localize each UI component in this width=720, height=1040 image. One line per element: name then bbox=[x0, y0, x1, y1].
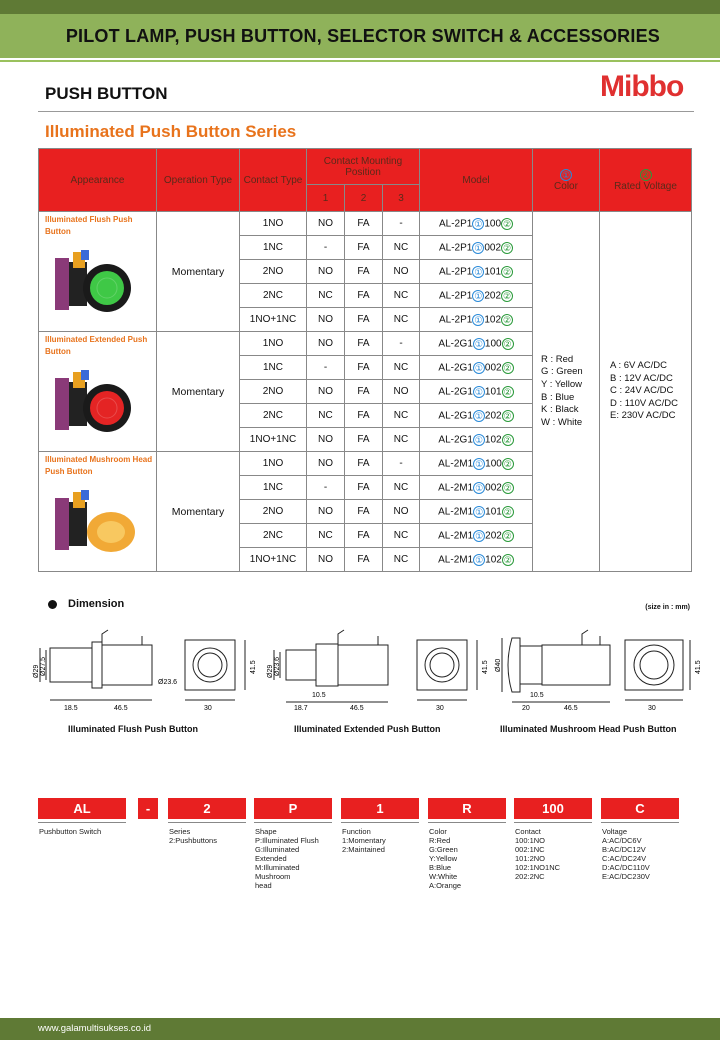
mounting-position-cell: NC bbox=[383, 548, 420, 572]
code-segment-description: Color R:Red G:Green Y:Yellow B:Blue W:White A:Orange bbox=[429, 827, 462, 890]
contact-type-cell: 1NO+1NC bbox=[240, 548, 307, 572]
contact-type-cell: 2NO bbox=[240, 380, 307, 404]
color-placeholder-icon: ① bbox=[475, 458, 484, 469]
voltage-placeholder-icon: ② bbox=[502, 290, 512, 301]
code-segment-description: Pushbutton Switch bbox=[39, 827, 102, 836]
voltage-placeholder-icon: ② bbox=[503, 410, 512, 421]
model-cell bbox=[420, 332, 533, 356]
model-contact-code: 002 bbox=[484, 362, 502, 374]
mounting-position-cell: NC bbox=[383, 476, 420, 500]
mounting-position-cell: NO bbox=[307, 212, 345, 236]
model-prefix: AL-2G1 bbox=[438, 386, 473, 398]
mounting-position-cell: FA bbox=[345, 212, 383, 236]
mounting-position-cell: NO bbox=[307, 452, 345, 476]
code-underline bbox=[38, 822, 126, 823]
color-option: B : Blue bbox=[541, 391, 575, 403]
model-cell bbox=[420, 284, 533, 308]
push-button-image bbox=[53, 368, 135, 440]
voltage-placeholder-icon: ② bbox=[503, 386, 512, 397]
model-prefix: AL-2P1 bbox=[438, 266, 473, 278]
dim-width: 30 bbox=[648, 705, 656, 712]
contact-type-cell: 1NO bbox=[240, 452, 307, 476]
mounting-position-cell: NC bbox=[383, 404, 420, 428]
voltage-option: E: 230V AC/DC bbox=[610, 410, 676, 422]
code-segment-box: P bbox=[254, 798, 332, 819]
code-underline bbox=[168, 822, 246, 823]
series-title: Illuminated Push Button Series bbox=[45, 122, 297, 141]
model-contact-code: 002 bbox=[484, 242, 502, 254]
appearance-cell bbox=[39, 452, 157, 572]
contact-type-cell: 1NO bbox=[240, 212, 307, 236]
dim-height: 41.5 bbox=[250, 660, 257, 674]
model-cell bbox=[420, 380, 533, 404]
mounting-position-cell: FA bbox=[345, 260, 383, 284]
color-placeholder-icon: ① bbox=[474, 314, 483, 325]
dim-len-a: 20 bbox=[522, 705, 530, 712]
mounting-position-cell: NC bbox=[383, 284, 420, 308]
flush-caption: Illuminated Flush Push Button bbox=[68, 724, 198, 734]
spec-table bbox=[38, 148, 692, 572]
model-cell bbox=[420, 236, 533, 260]
appearance-label: Illuminated Mushroom Head Push Button bbox=[45, 455, 153, 476]
model-cell bbox=[420, 308, 533, 332]
footer-url: www.galamultisukses.co.id bbox=[38, 1023, 151, 1034]
page-header-title: PILOT LAMP, PUSH BUTTON, SELECTOR SWITCH & ACCESSORIES bbox=[65, 26, 660, 46]
model-contact-code: 002 bbox=[485, 482, 502, 494]
header-operation-type: Operation Type bbox=[157, 149, 240, 212]
color-option: R : Red bbox=[541, 353, 574, 365]
contact-type-cell: 1NO+1NC bbox=[240, 428, 307, 452]
model-cell bbox=[420, 356, 533, 380]
mounting-position-cell: FA bbox=[345, 308, 383, 332]
model-cell bbox=[420, 500, 533, 524]
model-contact-code: 202 bbox=[484, 410, 502, 422]
model-cell bbox=[420, 404, 533, 428]
model-contact-code: 102 bbox=[484, 434, 502, 446]
voltage-option: A : 6V AC/DC bbox=[610, 360, 668, 372]
size-unit: (size in : mm) bbox=[645, 604, 690, 611]
code-segment-box: 100 bbox=[514, 798, 592, 819]
header-model: Model bbox=[420, 149, 533, 212]
model-contact-code: 101 bbox=[485, 506, 502, 518]
voltage-placeholder-icon: ② bbox=[503, 434, 512, 445]
mounting-position-cell: NC bbox=[383, 236, 420, 260]
model-prefix: AL-2M1 bbox=[438, 530, 474, 542]
voltage-placeholder-icon: ② bbox=[503, 530, 512, 541]
header-appearance: Appearance bbox=[39, 149, 157, 212]
extended-dimension-drawing bbox=[262, 620, 502, 715]
model-cell bbox=[420, 548, 533, 572]
header-rated-voltage bbox=[600, 149, 692, 212]
appearance-label: Illuminated Extended Push Button bbox=[45, 335, 148, 356]
footer-bar bbox=[0, 1018, 720, 1040]
voltage-placeholder-icon: ② bbox=[503, 458, 512, 469]
mounting-position-cell: FA bbox=[345, 404, 383, 428]
mounting-position-cell: NO bbox=[307, 260, 345, 284]
mounting-position-cell: NC bbox=[383, 356, 420, 380]
code-underline bbox=[428, 822, 506, 823]
color-placeholder-icon: ① bbox=[475, 530, 484, 541]
voltage-placeholder-icon: ② bbox=[503, 338, 512, 349]
mounting-position-cell: NO bbox=[383, 500, 420, 524]
dim-width: 30 bbox=[436, 705, 444, 712]
mounting-position-cell: NC bbox=[307, 284, 345, 308]
voltage-placeholder-icon: ② bbox=[503, 506, 512, 517]
code-segment-box: 1 bbox=[341, 798, 419, 819]
mounting-position-cell: FA bbox=[345, 452, 383, 476]
voltage-placeholder-icon: ② bbox=[502, 242, 512, 253]
color-option: W : White bbox=[541, 416, 583, 428]
model-contact-code: 100 bbox=[484, 218, 502, 230]
model-cell bbox=[420, 476, 533, 500]
model-cell bbox=[420, 212, 533, 236]
dim-len-b: 46.5 bbox=[564, 705, 578, 712]
mounting-position-cell: - bbox=[383, 332, 420, 356]
extended-caption: Illuminated Extended Push Button bbox=[294, 724, 441, 734]
mounting-position-cell: FA bbox=[345, 380, 383, 404]
model-contact-code: 102 bbox=[484, 314, 502, 326]
color-placeholder-icon: ① bbox=[474, 266, 483, 277]
mounting-position-cell: NO bbox=[307, 500, 345, 524]
dimension-title: Dimension bbox=[68, 598, 125, 610]
mounting-position-cell: - bbox=[383, 452, 420, 476]
model-contact-code: 100 bbox=[485, 458, 502, 470]
code-segment-description: Function 1:Momentary 2:Maintained bbox=[342, 827, 386, 854]
model-contact-code: 102 bbox=[485, 554, 502, 566]
code-segment-box: C bbox=[601, 798, 679, 819]
color-placeholder-icon: ① bbox=[474, 434, 483, 445]
header-pos-3: 3 bbox=[383, 185, 420, 212]
dim-side-d: Ø23.6 bbox=[158, 679, 178, 686]
voltage-placeholder-icon: ② bbox=[503, 482, 512, 493]
model-contact-code: 202 bbox=[484, 290, 502, 302]
brand-logo: Mibbo bbox=[600, 70, 684, 103]
code-underline bbox=[514, 822, 592, 823]
header-divider bbox=[0, 60, 720, 62]
code-underline bbox=[601, 822, 679, 823]
header-contact-type: Contact Type bbox=[240, 149, 307, 212]
model-cell bbox=[420, 428, 533, 452]
push-button-image bbox=[53, 248, 135, 320]
flush-dimension-drawing bbox=[30, 620, 270, 715]
model-prefix: AL-2P1 bbox=[438, 218, 473, 230]
mounting-position-cell: - bbox=[383, 212, 420, 236]
color-option: G : Green bbox=[541, 366, 583, 378]
dim-len-b: 46.5 bbox=[350, 705, 364, 712]
mounting-position-cell: FA bbox=[345, 500, 383, 524]
contact-type-cell: 2NC bbox=[240, 404, 307, 428]
color-placeholder-icon: ① bbox=[474, 218, 483, 229]
contact-type-cell: 2NO bbox=[240, 260, 307, 284]
dim-len-a: 18.7 bbox=[294, 705, 308, 712]
mushroom-caption: Illuminated Mushroom Head Push Button bbox=[500, 724, 677, 734]
color-placeholder-icon: ① bbox=[474, 410, 483, 421]
mounting-position-cell: FA bbox=[345, 548, 383, 572]
mounting-position-cell: NC bbox=[383, 308, 420, 332]
model-contact-code: 101 bbox=[484, 266, 502, 278]
code-segment-description: Shape P:Illuminated Flush G:Illuminated Extended M:Illuminated Mushroom head bbox=[255, 827, 319, 890]
voltage-placeholder-icon: ② bbox=[502, 218, 512, 229]
push-button-image bbox=[53, 488, 135, 560]
mounting-position-cell: FA bbox=[345, 356, 383, 380]
code-underline bbox=[254, 822, 332, 823]
mounting-position-cell: NO bbox=[307, 380, 345, 404]
color-placeholder-icon: ① bbox=[474, 242, 483, 253]
model-prefix: AL-2G1 bbox=[438, 362, 473, 374]
section-title: PUSH BUTTON bbox=[45, 84, 168, 103]
dim-d-outer: Ø40 bbox=[495, 658, 502, 672]
code-segment-box: R bbox=[428, 798, 506, 819]
header-voltage-label: Rated Voltage bbox=[614, 180, 677, 192]
contact-type-cell: 2NO bbox=[240, 500, 307, 524]
header-color-label: Color bbox=[554, 180, 578, 192]
color-number-icon: ① bbox=[561, 169, 571, 180]
header-bar bbox=[0, 0, 720, 58]
contact-type-cell: 1NO+1NC bbox=[240, 308, 307, 332]
voltage-placeholder-icon: ② bbox=[502, 314, 512, 325]
dim-d-outer: Ø29 bbox=[267, 664, 274, 678]
color-placeholder-icon: ① bbox=[475, 554, 484, 565]
contact-type-cell: 2NC bbox=[240, 524, 307, 548]
mounting-position-cell: - bbox=[307, 236, 345, 260]
color-option: Y : Yellow bbox=[541, 378, 583, 390]
model-prefix: AL-2M1 bbox=[438, 458, 474, 470]
model-prefix: AL-2G1 bbox=[438, 434, 473, 446]
voltage-option: D : 110V AC/DC bbox=[610, 397, 678, 409]
model-contact-code: 100 bbox=[484, 338, 502, 350]
mounting-position-cell: FA bbox=[345, 524, 383, 548]
code-segment-description: Voltage A:AC/DC6V B:AC/DC12V C:AC/DC24V D:AC/DC110V E:AC/DC230V bbox=[602, 827, 650, 881]
operation-type-cell: Momentary bbox=[157, 212, 240, 332]
mushroom-dimension-drawing bbox=[490, 620, 710, 715]
color-placeholder-icon: ① bbox=[475, 506, 484, 517]
code-segment-box: - bbox=[138, 798, 158, 819]
appearance-label: Illuminated Flush Push Button bbox=[45, 215, 133, 236]
color-placeholder-icon: ① bbox=[474, 290, 483, 301]
color-placeholder-icon: ① bbox=[474, 338, 483, 349]
model-cell bbox=[420, 452, 533, 476]
color-placeholder-icon: ① bbox=[474, 362, 483, 373]
contact-type-cell: 2NC bbox=[240, 284, 307, 308]
mounting-position-cell: NO bbox=[307, 428, 345, 452]
mounting-position-cell: FA bbox=[345, 476, 383, 500]
mounting-position-cell: FA bbox=[345, 428, 383, 452]
mounting-position-cell: NO bbox=[383, 380, 420, 404]
contact-type-cell: 1NC bbox=[240, 476, 307, 500]
model-prefix: AL-2M1 bbox=[438, 482, 474, 494]
model-prefix: AL-2P1 bbox=[438, 242, 473, 254]
color-placeholder-icon: ① bbox=[474, 386, 483, 397]
voltage-option: B : 12V AC/DC bbox=[610, 372, 673, 384]
dim-len-a: 18.5 bbox=[64, 705, 78, 712]
table-row bbox=[39, 212, 692, 236]
model-cell bbox=[420, 524, 533, 548]
mounting-position-cell: - bbox=[307, 356, 345, 380]
appearance-cell bbox=[39, 332, 157, 452]
dim-len-b: 46.5 bbox=[114, 705, 128, 712]
voltage-placeholder-icon: ② bbox=[503, 362, 512, 373]
dim-height: 41.5 bbox=[482, 660, 489, 674]
mounting-position-cell: NO bbox=[307, 548, 345, 572]
dim-d-outer: Ø29 bbox=[33, 664, 40, 678]
voltage-option: C : 24V AC/DC bbox=[610, 385, 674, 397]
color-option: K : Black bbox=[541, 404, 579, 416]
voltage-number-icon: ② bbox=[641, 169, 650, 180]
model-prefix: AL-2P1 bbox=[438, 290, 473, 302]
code-underline bbox=[341, 822, 419, 823]
model-prefix: AL-2G1 bbox=[438, 410, 473, 422]
mounting-position-cell: NO bbox=[383, 260, 420, 284]
bullet-icon bbox=[48, 600, 57, 609]
dim-d-inner: Ø27.5 bbox=[40, 656, 47, 676]
model-prefix: AL-2M1 bbox=[438, 506, 474, 518]
contact-type-cell: 1NC bbox=[240, 356, 307, 380]
mounting-position-cell: FA bbox=[345, 236, 383, 260]
code-segment-box: 2 bbox=[168, 798, 246, 819]
model-contact-code: 202 bbox=[485, 530, 502, 542]
code-segment-description: Contact 100:1NO 002:1NC 101:2NO 102:1NO1NC 202:2NC bbox=[515, 827, 561, 881]
code-segment-description: Series 2:Pushbuttons bbox=[169, 827, 217, 845]
mounting-position-cell: NC bbox=[383, 524, 420, 548]
operation-type-cell: Momentary bbox=[157, 452, 240, 572]
dim-d-inner: Ø23.6 bbox=[274, 656, 281, 676]
header-pos-2: 2 bbox=[345, 185, 383, 212]
voltage-list-cell bbox=[600, 212, 692, 572]
model-prefix: AL-2G1 bbox=[438, 338, 473, 350]
contact-type-cell: 1NC bbox=[240, 236, 307, 260]
color-placeholder-icon: ① bbox=[475, 482, 484, 493]
header-color bbox=[533, 149, 600, 212]
color-list-cell bbox=[533, 212, 600, 572]
model-cell bbox=[420, 260, 533, 284]
section-divider bbox=[38, 111, 694, 112]
mounting-position-cell: FA bbox=[345, 332, 383, 356]
appearance-cell bbox=[39, 212, 157, 332]
operation-type-cell: Momentary bbox=[157, 332, 240, 452]
mounting-position-cell: NC bbox=[383, 428, 420, 452]
mounting-position-cell: - bbox=[307, 476, 345, 500]
mounting-position-cell: NO bbox=[307, 332, 345, 356]
code-segment-box: AL bbox=[38, 798, 126, 819]
header-strip bbox=[0, 0, 720, 14]
dim-height: 41.5 bbox=[695, 660, 702, 674]
dim-width: 30 bbox=[204, 705, 212, 712]
voltage-placeholder-icon: ② bbox=[502, 266, 512, 277]
mounting-position-cell: FA bbox=[345, 284, 383, 308]
mounting-position-cell: NO bbox=[307, 308, 345, 332]
model-contact-code: 101 bbox=[484, 386, 502, 398]
model-prefix: AL-2P1 bbox=[438, 314, 473, 326]
dim-len-c: 10.5 bbox=[530, 692, 544, 699]
header-contact-mounting: Contact Mounting Position bbox=[307, 149, 420, 185]
model-prefix: AL-2M1 bbox=[438, 554, 474, 566]
dim-len-c: 10.5 bbox=[312, 692, 326, 699]
mounting-position-cell: NC bbox=[307, 404, 345, 428]
voltage-placeholder-icon: ② bbox=[503, 554, 512, 565]
header-pos-1: 1 bbox=[307, 185, 345, 212]
contact-type-cell: 1NO bbox=[240, 332, 307, 356]
mounting-position-cell: NC bbox=[307, 524, 345, 548]
